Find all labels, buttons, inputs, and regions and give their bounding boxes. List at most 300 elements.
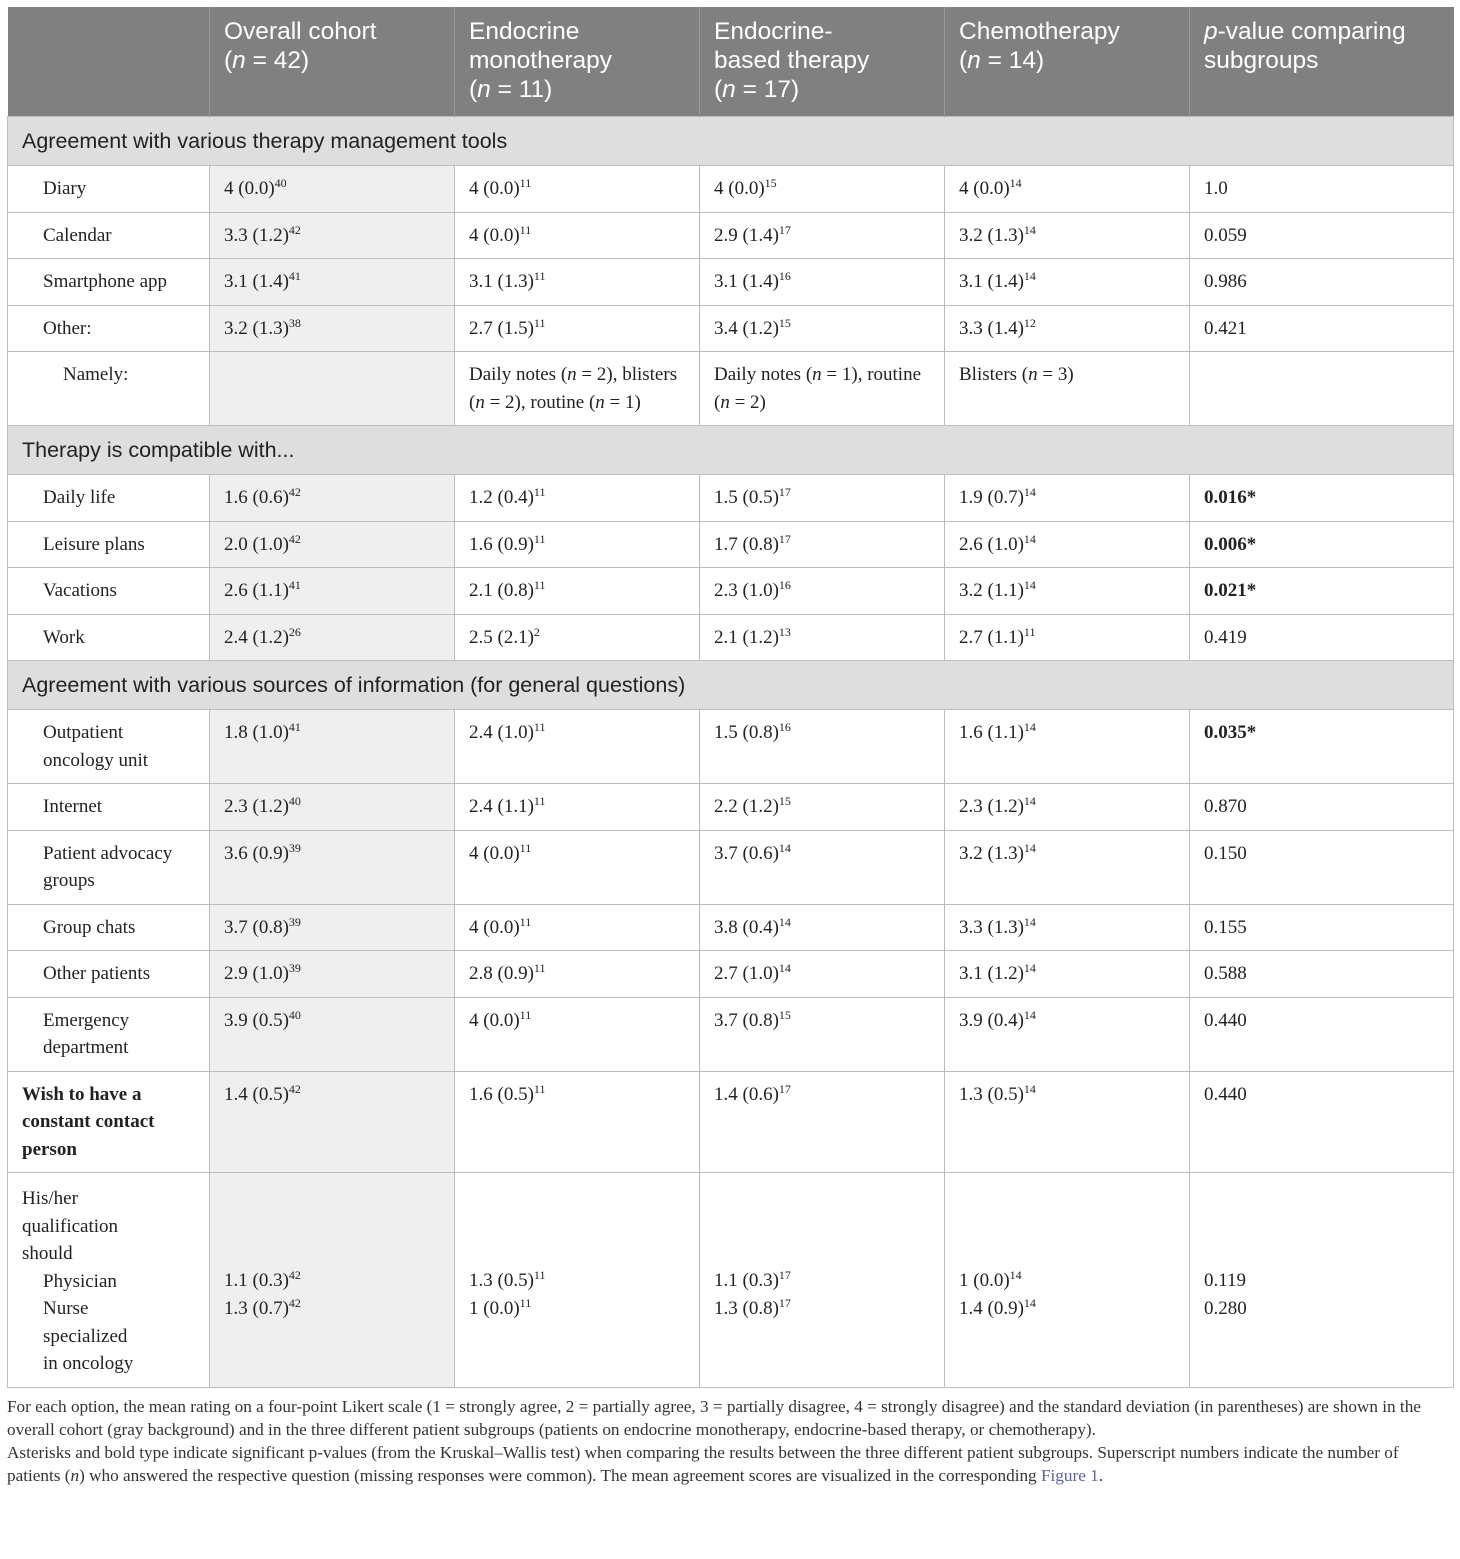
p-value: 0.280 [1204,1297,1247,1319]
cell-sup: 11 [533,531,546,546]
header-text: ) [544,76,553,103]
header-text: Endocrine- [714,18,833,45]
cell-text: 3.9 (0.4) [959,1009,1024,1031]
cell-text: 1.7 (0.8) [714,533,779,555]
table-cell [700,1071,945,1173]
table-cell [945,1071,1190,1173]
p-value: 0.588 [1204,963,1247,984]
table-row [8,614,1454,661]
table-cell [945,259,1190,306]
cell-text: n [567,364,577,385]
header-text: = [735,76,764,103]
cell-sup: 11 [533,961,546,975]
table-row [8,259,1454,306]
cell-text: 4 (0.0) [959,178,1010,199]
cell-text: 1 (0.0) [959,1270,1010,1291]
header-text: ( [469,76,478,103]
header-chemotherapy [945,7,1190,117]
table-row [8,951,1454,998]
cell-sup: 15 [778,1007,791,1022]
cell-sup: 39 [288,914,301,929]
table-cell [945,710,1190,784]
footnote-paragraph-1: For each option, the mean rating on a four-point Likert scale (1 = strongly agree, 2 = partially agree, 3 = partially disagree, 4 = strongly disagree) and the standard deviation (in parentheses) are shown in the overall cohort (gray background) and in the three different patient subgroups (patients on endocrine monotherapy, endocrine-based therapy, or chemotherapy). [7,1396,1421,1439]
header-text: ) [301,47,310,74]
cell-qual-endocrine-based [700,1173,945,1388]
header-text: based therapy [714,47,870,74]
cell-text: Daily notes ( [714,364,813,385]
row-label [8,259,210,306]
table-cell [945,830,1190,904]
row-label [8,614,210,661]
cell-text: 2.6 (1.0) [959,533,1024,555]
row-label [8,305,210,352]
cell-text: 2.0 (1.0) [224,533,289,555]
table-cell [455,904,700,951]
cell-text: = 1) [604,391,641,413]
cell-text: 1.2 (0.4) [469,487,534,508]
table-cell [210,1071,455,1173]
cell-sup: 41 [288,269,301,283]
cell-sup: 14 [1023,914,1036,929]
header-text: = [980,47,1009,74]
row-label [8,568,210,615]
cell-sup: 11 [519,176,532,190]
table-cell [455,305,700,352]
cell-sup: 17 [778,485,791,499]
cell-sup: 14 [778,914,791,929]
p-value-cell [1190,1071,1454,1173]
cell-text: 3.3 (1.3) [959,916,1024,938]
header-text: n [722,76,736,103]
row-label-text: Emergency department [43,1009,130,1058]
cell-sup: 17 [778,1295,791,1310]
cell-text: 1.3 (0.5) [959,1083,1024,1105]
table-row [8,166,1454,213]
cell-sup: 16 [778,269,791,283]
table-cell [210,568,455,615]
cell-text: 2.4 (1.1) [469,796,534,817]
cell-text: 1.6 (0.5) [469,1083,534,1105]
table-cell [210,830,455,904]
header-endocrine-based-therapy [700,7,945,117]
cell-sup: 14 [778,961,791,975]
p-value-cell [1190,997,1454,1071]
cell-text: 1.8 (1.0) [224,722,289,743]
header-text: monotherapy [469,47,613,74]
p-value: 0.440 [1204,1083,1247,1105]
table-cell [210,951,455,998]
cell-sup: 41 [288,720,301,734]
table-cell [455,784,700,831]
cell-sup: 17 [778,531,791,546]
cell-text: 1.6 (0.6) [224,487,289,508]
section-title: Agreement with various sources of information (for general questions) [8,661,1454,710]
cell-sup: 12 [1023,315,1036,330]
p-value: 0.035* [1204,722,1257,743]
cell-sup: 42 [288,531,301,546]
p-value-cell [1190,830,1454,904]
table-row [8,784,1454,831]
table-cell [945,166,1190,213]
cell-text: = 2) [729,391,766,413]
cell-sup: 11 [533,720,546,734]
cell-sup: 39 [288,840,301,855]
cell-sup: 14 [1023,794,1036,808]
header-text: n [477,76,491,103]
table-cell [700,784,945,831]
cell-text: 1.4 (0.5) [224,1083,289,1105]
cell-sup: 14 [1023,720,1036,734]
cell-sup: 14 [1023,578,1036,592]
table-row [8,212,1454,259]
table-cell [700,951,945,998]
physician-label: Physician [43,1270,117,1292]
cell-text: 1.1 (0.3) [224,1270,289,1291]
table-cell [455,710,700,784]
table-cell [700,521,945,568]
cell-text: n [595,391,605,413]
cell-text: 2.3 (1.2) [959,796,1024,817]
table-cell [210,259,455,306]
cell-text: 4 (0.0) [469,224,520,246]
cell-text: n [1028,364,1038,385]
row-label [8,521,210,568]
table-cell [210,614,455,661]
header-text: Overall cohort [224,18,377,45]
cell-sup: 11 [533,485,546,499]
cell-text: 3.9 (0.5) [224,1009,289,1031]
cell-namely-endocrine-based [700,352,945,426]
p-value: 0.870 [1204,796,1247,817]
row-label [8,997,210,1071]
cell-text: 1.5 (0.5) [714,487,779,508]
table-cell [455,1071,700,1173]
table-cell [210,710,455,784]
row-label [8,1071,210,1173]
table-cell [700,614,945,661]
table-row [8,568,1454,615]
table-cell [210,997,455,1071]
cell-text: 2.8 (0.9) [469,963,534,984]
cell-text: 1.6 (1.1) [959,722,1024,743]
table-cell [210,166,455,213]
cell-qual-p [1190,1173,1454,1388]
cell-sup: 11 [519,1007,532,1022]
cell-text: n [720,391,730,413]
table-cell [210,521,455,568]
cell-text: 3.4 (1.2) [714,317,779,339]
cell-text: 3.1 (1.4) [959,271,1024,292]
cell-text: 2.9 (1.4) [714,224,779,246]
row-label-qualification [8,1173,210,1388]
footnote-paragraph-2 [7,1441,1451,1487]
cell-sup: 15 [778,794,791,808]
row-label: Namely: [8,352,210,426]
cell-text: 2.3 (1.2) [224,796,289,817]
table-cell [210,784,455,831]
cell-sup: 14 [778,840,791,855]
header-text: ( [224,47,233,74]
cell-qual-endocrine-mono [455,1173,700,1388]
cell-sup: 13 [778,624,791,639]
cell-text: 2.3 (1.0) [714,580,779,601]
section-row [8,426,1454,475]
cell-value [959,1295,1175,1323]
table-row [8,475,1454,522]
p-value: 0.155 [1204,916,1247,938]
cell-text: 3.3 (1.2) [224,224,289,246]
p-value: 0.421 [1204,317,1247,339]
cell-text: 1.3 (0.5) [469,1270,534,1291]
table-cell [210,904,455,951]
p-value-cell [1190,951,1454,998]
p-value: 0.119 [1204,1270,1247,1291]
cell-text: 2.5 (2.1) [469,626,534,648]
cell-text: 1.3 (0.8) [714,1297,779,1319]
cell-empty [1190,352,1454,426]
cell-value [469,1267,685,1295]
cell-text: 4 (0.0) [469,178,520,199]
cell-text: 3.1 (1.3) [469,271,534,292]
table-cell [700,212,945,259]
row-label-text: Patient advocacy groups [43,842,173,891]
table-cell [455,475,700,522]
cell-text: 2.6 (1.1) [224,580,289,601]
table-row [8,904,1454,951]
row-label [8,951,210,998]
table-cell [945,904,1190,951]
cell-text: n [812,364,822,385]
p-value-cell [1190,475,1454,522]
cell-text: 3.2 (1.3) [959,842,1024,864]
header-text: = [245,47,274,74]
cell-text: 2.7 (1.5) [469,317,534,339]
cell-sup: 11 [533,269,546,283]
cell-namely-chemo [945,352,1190,426]
cell-sup: 40 [288,794,301,808]
table-cell [455,166,700,213]
cell-sup: 17 [778,222,791,237]
row-label [8,710,210,784]
header-text: 17 [763,76,791,103]
row-label-text: Outpatient oncology unit [43,722,149,771]
cell-sup: 41 [288,578,301,592]
header-text: Chemotherapy [959,18,1120,45]
table-row [8,1071,1454,1173]
table-row [8,710,1454,784]
section-row [8,661,1454,710]
cell-text: 1.6 (0.9) [469,533,534,555]
row-label-text: Other patients [43,963,151,984]
header-text: ( [714,76,723,103]
table-cell [455,568,700,615]
table-cell [700,997,945,1071]
cell-text: 3.8 (0.4) [714,916,779,938]
cell-sup: 42 [288,485,301,499]
cell-sup: 14 [1023,269,1036,283]
cell-sup: 14 [1023,1081,1036,1096]
cell-text: 2.7 (1.0) [714,963,779,984]
p-value-cell [1190,521,1454,568]
p-value-cell [1190,259,1454,306]
row-label [8,475,210,522]
section-title: Therapy is compatible with... [8,426,1454,475]
cell-sup: 11 [533,315,546,330]
cell-sup: 11 [519,914,532,929]
cell-qual-chemo [945,1173,1190,1388]
header-text: n [232,47,246,74]
p-value: 0.986 [1204,271,1247,292]
cell-text: 2.4 (1.2) [224,626,289,648]
cell-sup: 14 [1023,840,1036,855]
cell-text: 3.6 (0.9) [224,842,289,864]
cell-text: 1.4 (0.9) [959,1297,1024,1319]
p-value-cell [1190,614,1454,661]
p-value-cell [1190,568,1454,615]
cell-sup: 40 [288,1007,301,1022]
cell-text: 1.5 (0.8) [714,722,779,743]
cell-sup: 42 [288,1081,301,1096]
cell-text: 4 (0.0) [469,842,520,864]
table-cell [455,951,700,998]
row-label [8,212,210,259]
p-value: 0.006* [1204,533,1257,555]
table-row-qualification [8,1173,1454,1388]
cell-sup: 38 [288,315,301,330]
table-cell [700,904,945,951]
footnote-text: . [1098,1465,1104,1485]
cell-text: 2.2 (1.2) [714,796,779,817]
cell-text: 3.2 (1.3) [224,317,289,339]
table-cell [455,521,700,568]
table-cell [210,475,455,522]
cell-text: = 2), blisters ( [469,364,678,413]
header-text: subgroups [1204,47,1319,74]
cell-sup: 39 [288,961,301,975]
header-text: ) [791,76,800,103]
table-cell [945,475,1190,522]
cell-text: 2.1 (1.2) [714,626,779,648]
footnote-text: ) who answered the respective question (missing responses were common). The mean agreement scores are visualized in the corresponding [79,1465,1041,1485]
row-label [8,166,210,213]
cell-text: 3.3 (1.4) [959,317,1024,339]
cell-text: 3.7 (0.6) [714,842,779,864]
row-label-text: Leisure plans [43,533,145,555]
cell-sup: 14 [1023,1295,1036,1310]
row-label-text: Other: [43,317,92,339]
p-value-cell [1190,784,1454,831]
header-text: p [1204,18,1218,45]
section-row [8,117,1454,166]
cell-sup: 11 [533,1268,546,1282]
results-table-document [7,7,1453,1487]
table-row-namely [8,352,1454,426]
cell-sup: 2 [533,624,540,639]
header-text: Endocrine [469,18,580,45]
row-label-text: Work [43,626,85,648]
table-row [8,997,1454,1071]
cell-text: 4 (0.0) [469,1009,520,1031]
table-row [8,521,1454,568]
cell-text: 4 (0.0) [714,178,765,199]
p-value-cell [1190,166,1454,213]
row-label-text: Group chats [43,916,136,938]
p-value: 0.059 [1204,224,1247,246]
table-cell [210,305,455,352]
cell-text: 3.1 (1.4) [714,271,779,292]
cell-text: 2.9 (1.0) [224,963,289,984]
cell-text: 2.4 (1.0) [469,722,534,743]
cell-text: 3.7 (0.8) [224,916,289,938]
header-text: -value comparing [1217,18,1406,45]
cell-sup: 11 [533,578,546,592]
footnote-text: n [70,1465,80,1485]
header-text: = [490,76,519,103]
qualification-label: His/her qualification should [22,1188,119,1264]
cell-text: 3.7 (0.8) [714,1009,779,1031]
table-cell [945,997,1190,1071]
table-footnote [7,1395,1453,1487]
cell-sup: 11 [519,1295,532,1310]
cell-sup: 15 [778,315,791,330]
row-label-text: Calendar [43,224,112,246]
table-cell [455,997,700,1071]
header-empty-cell [8,7,210,117]
cell-sup: 17 [778,1268,791,1282]
cell-value [959,1267,1175,1295]
header-endocrine-monotherapy [455,7,700,117]
cell-text: 1.3 (0.7) [224,1297,289,1319]
cell-text: = 1), routine ( [714,364,922,413]
cell-text: 3.2 (1.3) [959,224,1024,246]
cell-text: 2.7 (1.1) [959,626,1024,648]
cell-qual-overall [210,1173,455,1388]
p-value-cell [1190,904,1454,951]
p-value: 0.016* [1204,487,1257,508]
cell-text: 1 (0.0) [469,1297,520,1319]
cell-text: Daily notes ( [469,364,568,385]
figure-1-link[interactable]: Figure 1 [1040,1465,1099,1485]
row-label [8,904,210,951]
cell-sup: 40 [274,176,287,190]
header-text: 14 [1008,47,1036,74]
cell-sup: 14 [1023,1007,1036,1022]
cell-sup: 14 [1023,222,1036,237]
cell-text: 3.2 (1.1) [959,580,1024,601]
row-label-text: Internet [43,796,103,817]
table-cell [945,568,1190,615]
cell-value [714,1295,930,1323]
results-table [7,7,1454,1388]
p-value-cell [1190,212,1454,259]
table-row [8,830,1454,904]
cell-text: = 3) [1037,364,1074,385]
cell-sup: 42 [288,222,301,237]
header-text: ) [1036,47,1045,74]
cell-sup: 11 [533,1081,546,1096]
cell-value [224,1267,440,1295]
p-value: 0.150 [1204,842,1247,864]
row-label-text: Diary [43,178,87,199]
cell-sup: 15 [764,176,777,190]
cell-text: n [475,391,485,413]
table-row [8,305,1454,352]
header-text: ( [959,47,968,74]
cell-sup: 11 [1023,624,1036,639]
cell-text: 1.9 (0.7) [959,487,1024,508]
cell-sup: 16 [778,578,791,592]
cell-sup: 42 [288,1268,301,1282]
